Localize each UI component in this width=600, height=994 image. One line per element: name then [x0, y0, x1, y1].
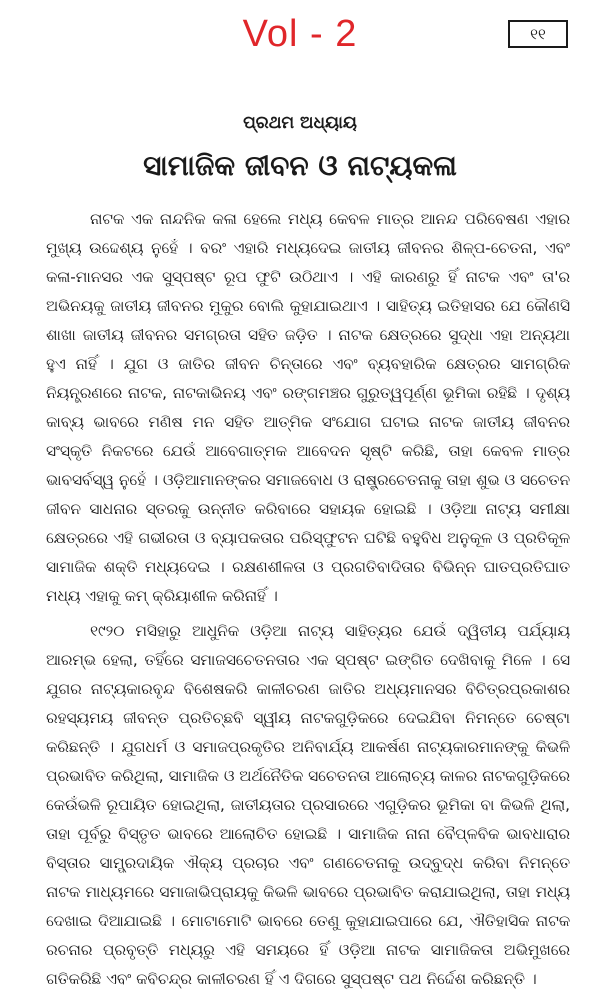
paragraph-1: ନାଟକ ଏକ ନାନ୍ଦନିକ କଳା ହେଲେ ମଧ୍ୟ କେବଳ ମାତ୍ର ଆନନ୍ଦ ପରିବେଷଣ ଏହାର ମୁଖ୍ୟ ଉଦ୍ଦେଶ୍ୟ ନୁହେଁ । ବରଂ ଏହାରି ମଧ୍ୟଦେଇ ଜାତୀୟ ଜୀବନର ଶିଳ୍ପ-ଚେତନା, ଏବଂ କଳା-ମାନସର ଏକ ସୁସ୍ପଷ୍ଟ ରୂପ ଫୁଟି ଉଠିଥାଏ । ଏହି କାରଣରୁ ହିଁ ନାଟକ ଏବଂ ତା'ର ଅଭିନୟକୁ ଜାତୀୟ ଜୀବନର ମୁକୁର ବୋଲି କୁହାଯାଇଥାଏ । ସାହିତ୍ୟ ଇତିହାସର ଯେ କୌଣସି ଶାଖା ଜାତୀୟ ଜୀବନର ସମଗ୍ରତା ସହିତ ଜଡ଼ିତ । ନାଟକ କ୍ଷେତ୍ରରେ ସୁଦ୍ଧା ଏହା ଅନ୍ୟଥା ହୁଏ ନାହିଁ । ଯୁଗ ଓ ଜାତିର ଜୀବନ ଚିନ୍ତାରେ ଏବଂ ବ୍ୟବହାରିକ କ୍ଷେତ୍ରର ସାମଗ୍ରିକ ନିୟନ୍ତ୍ରଣରେ ନାଟକ, ନାଟକାଭିନୟ ଏବଂ ରଙ୍ଗମଞ୍ଚର ଗୁରୁତ୍ୱପୂର୍ଣ୍ଣ ଭୂମିକା ରହିଛି । ଦୃଶ୍ୟ କାବ୍ୟ ଭାବରେ ମଣିଷ ମନ ସହିତ ଆତ୍ମିକ ସଂଯୋଗ ଘଟାଇ ନାଟକ ଜାତୀୟ ଜୀବନର ସଂସ୍କୃତି ନିକଟରେ ଯେଉଁ ଆବେଗାତ୍ମକ ଆବେଦନ ସୃଷ୍ଟି କରିଛି, ତାହା କେବଳ ମାତ୍ର ଭାବସର୍ବସ୍ୱ ନୁହେଁ । ଓଡ଼ିଆମାନଙ୍କର ସମାଜବୋଧ ଓ ରାଷ୍ଟ୍ରଚେତନାକୁ ତାହା ଶୁଭ ଓ ସଚେତନ ଜୀବନ ସାଧନାର ସ୍ତରକୁ ଉନ୍ନୀତ କରିବାରେ ସହାୟକ ହୋଇଛି । ଓଡ଼ିଆ ନାଟ୍ୟ ସମୀକ୍ଷା କ୍ଷେତ୍ରରେ ଏହି ଗଭୀରତା ଓ ବ୍ୟାପକତାର ପରିସ୍ଫୁଟନ ଘଟିଛି ବହୁବିଧ ଅନୁକୂଳ ଓ ପ୍ରତିକୂଳ ସାମାଜିକ ଶକ୍ତି ମଧ୍ୟଦେଇ । ରକ୍ଷଣଶୀଳତା ଓ ପ୍ରଗତିବାଦିତାର ବିଭିନ୍ନ ଘାତପ୍ରତିଘାତ ମଧ୍ୟ ଏହାକୁ କମ୍ କ୍ରିୟାଶୀଳ କରିନାହିଁ ।	[46, 210, 570, 605]
chapter-label: ପ୍ରଥମ ଅଧ୍ୟାୟ	[243, 113, 357, 133]
body-text	[46, 205, 570, 994]
paragraph-2: ୧୯୨୦ ମସିହାରୁ ଆଧୁନିକ ଓଡ଼ିଆ ନାଟ୍ୟ ସାହିତ୍ୟର ଯେଉଁ ଦ୍ୱିତୀୟ ପର୍ଯ୍ୟାୟ ଆରମ୍ଭ ହେଲା, ତହିଁରେ ସମାଜସଚେତନତାର ଏକ ସ୍ପଷ୍ଟ ଇଙ୍ଗିତ ଦେଖିବାକୁ ମିଳେ । ସେ ଯୁଗର ନାଟ୍ୟକାରବୃନ୍ଦ ବିଶେଷକରି କାଳୀଚରଣ ଜାତିର ଅଧ୍ୟମାନସର ବିଚିତ୍ରପ୍ରକାଶର ରହସ୍ୟମୟ ଜୀବନ୍ତ ପ୍ରତିଚ୍ଛବି ସ୍ୱୀୟ ନାଟକଗୁଡ଼ିକରେ ଦେଇଯିବା ନିମନ୍ତେ ଚେଷ୍ଟା କରିଛନ୍ତି । ଯୁଗଧର୍ମ ଓ ସମାଜପ୍ରକୃତିର ଅନିବାର୍ଯ୍ୟ ଆକର୍ଷଣ ନାଟ୍ୟକାରମାନଙ୍କୁ କିଭଳି ପ୍ରଭାବିତ କରିଥିଲା, ସାମାଜିକ ଓ ଅର୍ଥନୈତିକ ସଚେତନତା ଆଲୋଚ୍ୟ କାଳର ନାଟକଗୁଡ଼ିକରେ କେଉଁଭଳି ରୂପାୟିତ ହୋଇଥିଲା, ଜାତୀୟତାର ପ୍ରସାରରେ ଏଗୁଡ଼ିକର ଭୂମିକା ବା କିଭଳି ଥିଲା, ତାହା ପୂର୍ବରୁ ବିସ୍ତୃତ ଭାବରେ ଆଲୋଚିତ ହୋଇଛି । ସାମାଜିକ ନାନା ବୈପ୍ଳବିକ ଭାବଧାରାର ବିସ୍ତାର ସାମ୍ପ୍ରଦାୟିକ ଐକ୍ୟ ପ୍ରଚାର ଏବଂ ଗଣଚେତନାକୁ ଉଦ୍‌ବୁଦ୍ଧ କରିବା ନିମନ୍ତେ ନାଟକ ମାଧ୍ୟମରେ ସମାଜାଭିପ୍ରାୟକୁ କିଭଳି ଭାବରେ ପ୍ରଭାବିତ କରାଯାଇଥିଲା, ତାହା ମଧ୍ୟ ଦେଖାଇ ଦିଆଯାଇଛି । ମୋଟାମୋଟି ଭାବରେ ତେଣୁ କୁହାଯାଇପାରେ ଯେ, ଐତିହାସିକ ନାଟକ ରଚନାର ପ୍ରବୃତ୍ତି ମଧ୍ୟରୁ ଏହି ସମୟରେ ହିଁ ଓଡ଼ିଆ ନାଟକ ସାମାଜିକତା ଅଭିମୁଖରେ ଗତିକରିଛି ଏବଂ କବିଚନ୍ଦ୍ର କାଳୀଚରଣ ହିଁ ଏ ଦିଗରେ ସୁସ୍ପଷ୍ଟ ପଥ ନିର୍ଦ୍ଦେଶ କରିଛନ୍ତି ।	[46, 622, 570, 988]
chapter-title: ସାମାଜିକ ଜୀବନ ଓ ନାଟ୍ୟକଳା	[143, 149, 457, 182]
page-number-box: ୧୧	[508, 20, 568, 48]
volume-label: Vol - 2	[242, 13, 358, 55]
